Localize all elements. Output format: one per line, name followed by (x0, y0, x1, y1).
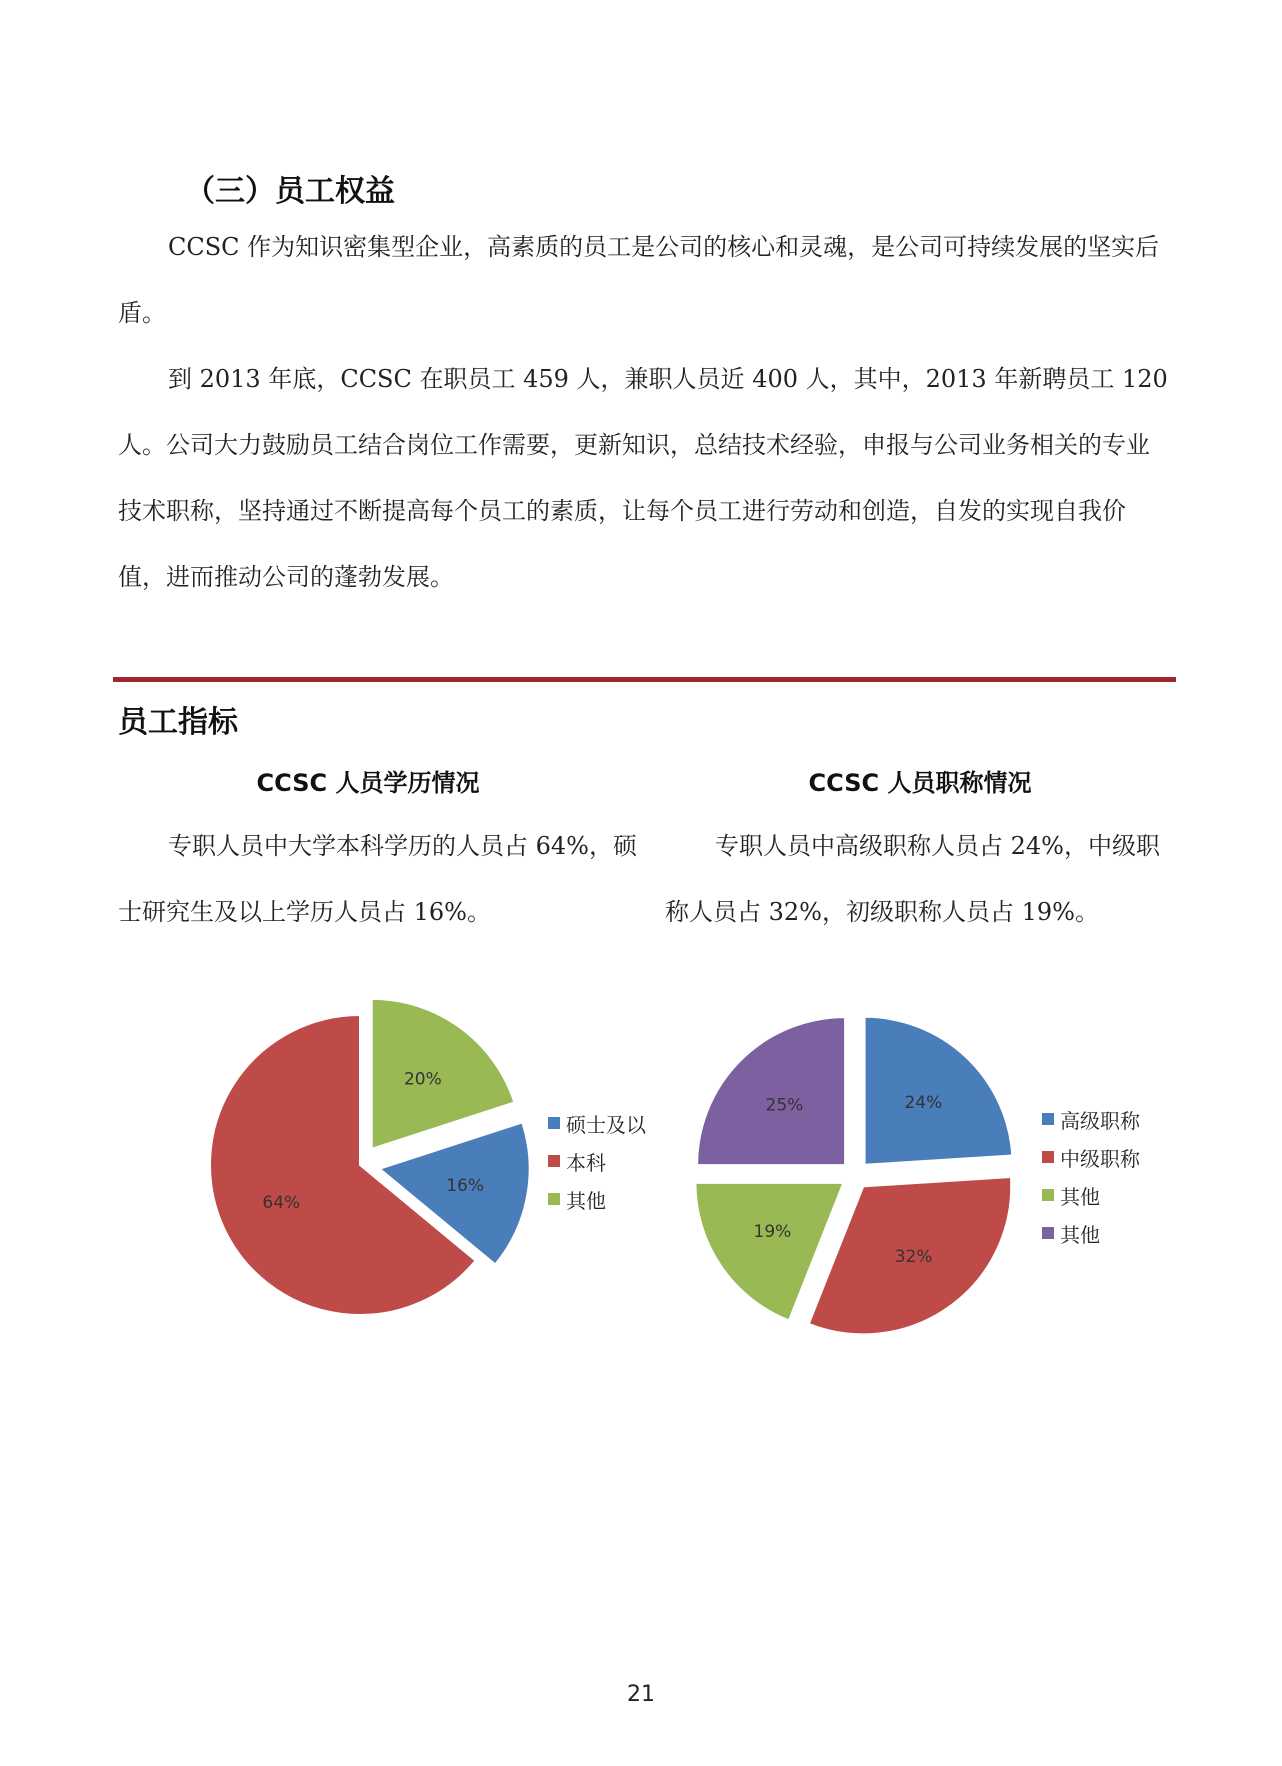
pie-value-label: 24% (904, 1093, 943, 1114)
kpi-heading: 员工指标 (118, 705, 238, 740)
legend-label: 中级职称 (1060, 1146, 1140, 1171)
intro-paragraph-1: CCSC 作为知识密集型企业，高素质的员工是公司的核心和灵魂，是公司可持续发展的坚实后盾。 (118, 233, 1160, 327)
section-divider (113, 677, 1176, 682)
legend-swatch (1042, 1151, 1054, 1163)
pie-chart-education (180, 990, 540, 1330)
intro-paragraph-2: 到 2013 年底，CCSC 在职员工 459 人，兼职人员近 400 人，其中，2013 年新聘员工 120 人。公司大力鼓励员工结合岗位工作需要，更新知识，总结技术经验，申报与公司业务相关的专业技术职称，坚持通过不断提高每个员工的素质，让每个员工进行劳动和创造，自发的实现自我价值，进而推动公司的蓬勃发展。 (118, 365, 1168, 591)
page-number: 21 (627, 1682, 655, 1707)
section-heading: （三）员工权益 (185, 174, 395, 209)
legend-swatch (548, 1117, 560, 1129)
pie-value-label: 64% (262, 1193, 301, 1214)
legend-swatch (548, 1193, 560, 1205)
legend-swatch (1042, 1113, 1054, 1125)
chart-title-education: CCSC 人员学历情况 (256, 769, 480, 797)
pie-value-label: 16% (446, 1176, 485, 1197)
legend-title (1042, 1100, 1172, 1252)
chart-desc-education: 专职人员中大学本科学历的人员占 64%，硕士研究生及以上学历人员占 16%。 (118, 832, 637, 926)
legend-label: 本科 (566, 1150, 606, 1175)
pie-slice (372, 999, 515, 1149)
pie-slice (697, 1017, 845, 1165)
legend-item (1042, 1176, 1172, 1214)
legend-label: 硕士及以 (566, 1112, 646, 1137)
legend-swatch (1042, 1227, 1054, 1239)
pie-chart-title (680, 1005, 1030, 1345)
chart-title-title: CCSC 人员职称情况 (808, 769, 1032, 797)
legend-item (548, 1104, 648, 1142)
pie-value-label: 20% (403, 1069, 442, 1090)
legend-swatch (1042, 1189, 1054, 1201)
pie-slice (865, 1017, 1013, 1165)
legend-item (548, 1142, 648, 1180)
pie-value-label: 25% (765, 1095, 804, 1116)
legend-swatch (548, 1155, 560, 1167)
legend-item (1042, 1138, 1172, 1176)
pie-value-label: 19% (753, 1222, 792, 1243)
legend-education (548, 1104, 648, 1218)
legend-item (1042, 1100, 1172, 1138)
chart-desc-title: 专职人员中高级职称人员占 24%，中级职称人员占 32%，初级职称人员占 19%。 (665, 832, 1160, 926)
legend-item (1042, 1214, 1172, 1252)
pie-value-label: 32% (894, 1246, 933, 1267)
legend-label: 其他 (1060, 1222, 1100, 1247)
legend-label: 其他 (566, 1188, 606, 1213)
legend-label: 其他 (1060, 1184, 1100, 1209)
legend-item (548, 1180, 648, 1218)
legend-label: 高级职称 (1060, 1108, 1140, 1133)
